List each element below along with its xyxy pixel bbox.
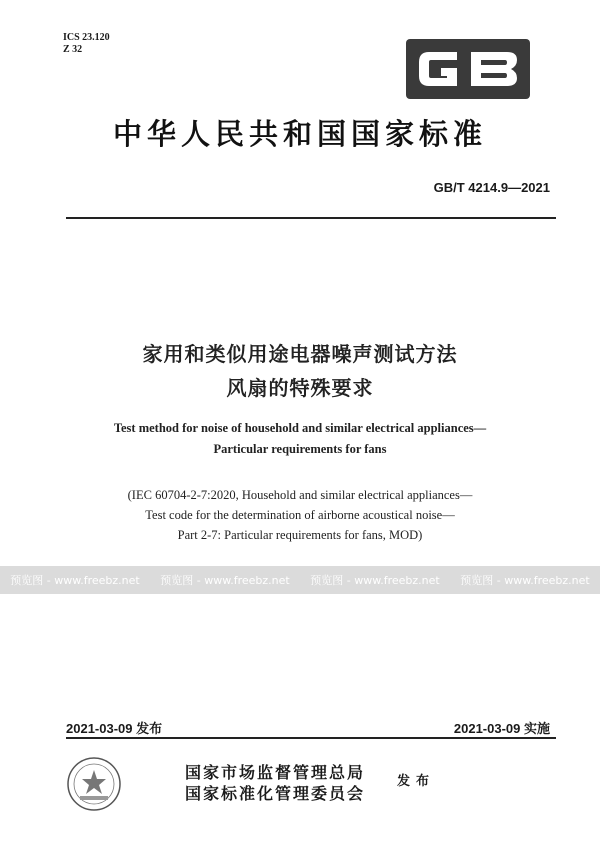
standard-number: GB/T 4214.9—2021 xyxy=(433,180,550,195)
bottom-divider xyxy=(66,737,556,739)
classification-codes xyxy=(63,32,110,56)
title-en-line2: Particular requirements for fans xyxy=(213,442,387,456)
watermark-segment: 预览图 - www.freebz.net xyxy=(460,574,590,587)
publish-date: 2021-03-09 发布 xyxy=(66,721,163,736)
official-seal-icon xyxy=(66,756,122,812)
ccs-code: Z 32 xyxy=(63,44,83,55)
top-divider xyxy=(66,217,556,219)
title-cn-line1: 家用和类似用途电器噪声测试方法 xyxy=(142,342,458,366)
iec-reference-line2: Test code for the determination of airborne acoustical noise— xyxy=(145,508,455,522)
watermark-segment: 预览图 - www.freebz.net xyxy=(310,574,440,587)
watermark-segment: 预览图 - www.freebz.net xyxy=(160,574,290,587)
watermark-segment: 预览图 - www.freebz.net xyxy=(10,574,140,587)
title-cn-line2: 风扇的特殊要求 xyxy=(226,376,374,400)
issued-label: 发布 xyxy=(397,774,436,789)
ics-code: ICS 23.120 xyxy=(63,32,110,43)
iec-reference-line3: Part 2-7: Particular requirements for fans, MOD) xyxy=(177,528,423,542)
gb-logo xyxy=(405,38,531,100)
implement-date: 2021-03-09 实施 xyxy=(453,721,550,736)
standard-category-title: 中华人民共和国国家标准 xyxy=(112,117,487,151)
iec-reference-line1: (IEC 60704-2-7:2020, Household and similar electrical appliances— xyxy=(127,488,473,502)
issuer-line1: 国家市场监督管理总局 xyxy=(185,763,366,782)
title-en-line1: Test method for noise of household and similar electrical appliances— xyxy=(113,421,487,435)
watermark-text xyxy=(0,566,600,594)
issuer-line2: 国家标准化管理委员会 xyxy=(185,784,366,803)
